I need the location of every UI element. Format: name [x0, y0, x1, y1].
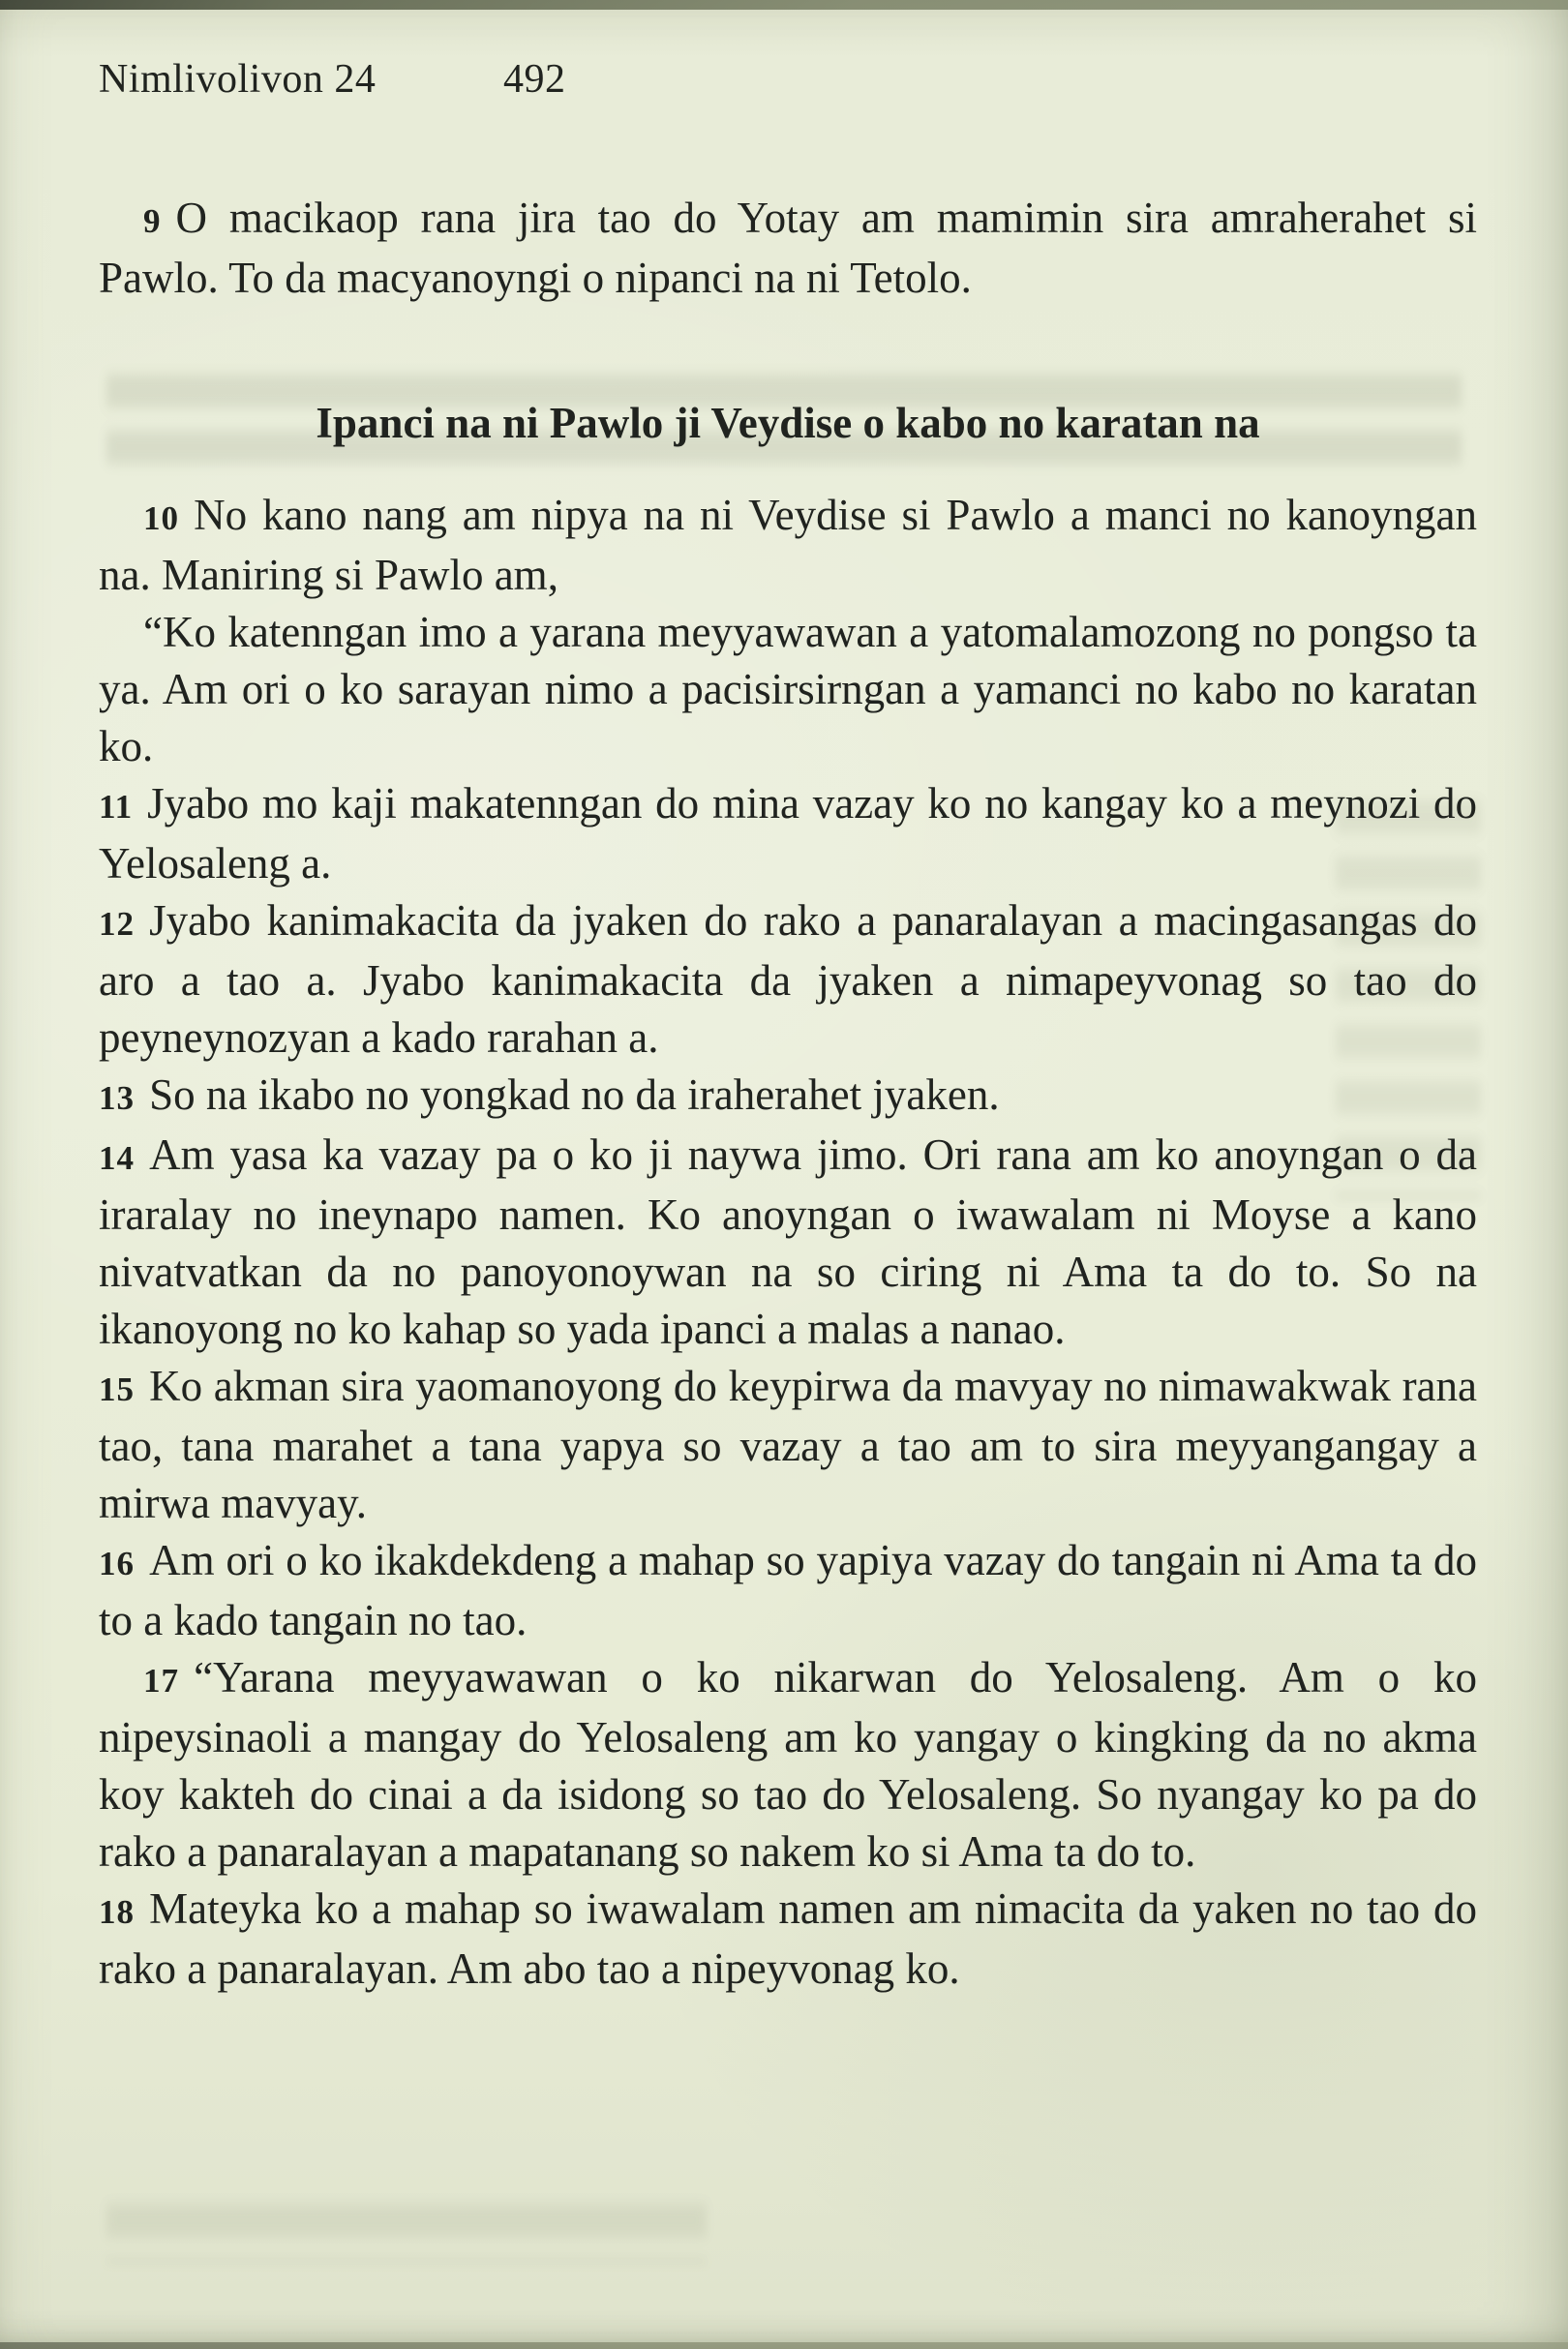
scan-edge-top	[0, 0, 1568, 10]
verse-number: 11	[99, 788, 134, 826]
verse-number: 13	[99, 1079, 136, 1117]
verse-13	[99, 1067, 1477, 1127]
verse-number: 14	[99, 1139, 136, 1177]
verse-18	[99, 1881, 1477, 1998]
verse-12	[99, 892, 1477, 1067]
verse-text: O macikaop rana jira tao do Yotay am mamimin sira amraherahet si Pawlo. To da macyanoyngi o nipanci na ni Tetolo.	[99, 194, 1477, 302]
verse-9	[99, 190, 1477, 307]
verse-number: 10	[143, 499, 180, 537]
verse-number: 9	[143, 202, 162, 240]
text-column	[99, 190, 1477, 1998]
verse-number: 17	[143, 1662, 180, 1700]
verse-text: “Yarana meyyawawan o ko nikarwan do Yelosaleng. Am o ko nipeysinaoli a mangay do Yelosaleng am ko yangay o kingking da no akma koy kakteh do cinai a da isidong so tao do Yelosaleng. So nyangay ko pa do rako a panaralayan a mapatanang so nakem ko si Ama ta do to.	[99, 1653, 1477, 1876]
ink-bleedthrough-artifact	[106, 2197, 707, 2265]
section-heading: Ipanci na ni Pawlo ji Veydise o kabo no karatan na	[316, 399, 1260, 447]
verse-number: 12	[99, 905, 136, 943]
running-header	[99, 56, 1475, 103]
verse-text: Ko akman sira yaomanoyong do keypirwa da mavyay no nimawakwak rana tao, tana marahet a tana yapya so vazay a tao am to sira meyyangangay a mirwa mavyay.	[99, 1362, 1477, 1527]
verse-number: 15	[99, 1370, 136, 1408]
verse-11	[99, 775, 1477, 892]
verse-text: So na ikabo no yongkad no da iraherahet jyaken.	[149, 1070, 1000, 1119]
running-header-section: Nimlivolivon 24	[99, 57, 377, 102]
verse-16	[99, 1532, 1477, 1649]
verse-text: Am yasa ka vazay pa o ko ji naywa jimo. Ori rana am ko anoyngan o da iraralay no ineynapo namen. Ko anoyngan o iwawalam ni Moyse a kano nivatvatkan da no panoyonoywan na so ciring ni Ama ta do to. So na ikanoyong no ko kahap so yada ipanci a malas a nanao.	[99, 1130, 1477, 1353]
verse-text: Am ori o ko ikakdekdeng a mahap so yapiya vazay do tangain ni Ama ta do to a kado tangain no tao.	[99, 1536, 1477, 1644]
verse-text: Jyabo mo kaji makatenngan do mina vazay ko no kangay ko a meynozi do Yelosaleng a.	[99, 779, 1477, 888]
verse-text: Jyabo kanimakacita da jyaken do rako a panaralayan a macingasangas do aro a tao a. Jyabo kanimakacita da jyaken a nimapeyvonag so tao do peyneynozyan a kado rarahan a.	[99, 896, 1477, 1062]
scan-edge-bottom	[0, 2342, 1568, 2349]
verse-15	[99, 1358, 1477, 1532]
verse-text: No kano nang am nipya na ni Veydise si Pawlo a manci no kanoyngan na. Maniring si Pawlo am,	[99, 491, 1477, 599]
verse-14	[99, 1127, 1477, 1358]
verse-17	[99, 1649, 1477, 1881]
verse-text: “Ko katenngan imo a yarana meyyawawan a yatomalamozong no pongso ta ya. Am ori o ko sarayan nimo a pacisirsirngan a yamanci no kabo no karatan ko.	[99, 608, 1477, 770]
verse-text: Mateyka ko a mahap so iwawalam namen am nimacita da yaken no tao do rako a panaralayan. Am abo tao a nipeyvonag ko.	[99, 1884, 1477, 1993]
verse-10	[99, 487, 1477, 604]
verse-number: 18	[99, 1893, 136, 1931]
verse-number: 16	[99, 1545, 136, 1582]
quote-paragraph	[99, 604, 1477, 775]
page-number: 492	[503, 57, 566, 102]
